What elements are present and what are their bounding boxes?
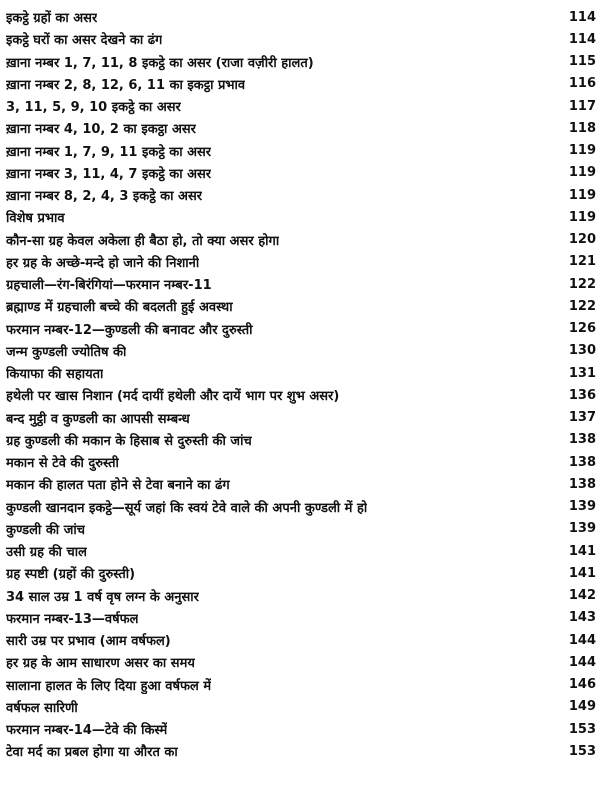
toc-entry-title: हर ग्रह के आम साधारण असर का समय [6,656,195,672]
toc-entry-page-number: 122 [568,298,596,314]
toc-entry [6,585,596,607]
toc-entry [6,740,596,762]
toc-entry-page-number: 114 [568,9,596,25]
toc-entry-page-number: 118 [568,120,596,136]
toc-entry [6,562,596,584]
toc-entry [6,718,596,740]
toc-entry-page-number: 144 [568,654,596,670]
toc-entry-page-number: 136 [568,387,596,403]
toc-entry-page-number: 139 [568,499,596,515]
toc-entry [6,95,596,117]
toc-entry-title: फरमान नम्बर-14—टेवे की किस्में [6,723,168,739]
toc-entry-title: वर्षफल सारिणी [6,700,78,716]
toc-entry [6,273,596,295]
toc-entry-title: मकान की हालत पता होने से टेवा बनाने का ढंग [6,478,230,494]
toc-entry-title: सालाना हालत के लिए दिया हुआ वर्षफल में [6,678,212,694]
toc-entry-page-number: 138 [568,476,596,492]
toc-entry-title: ग्रह कुण्डली की मकान के हिसाब से दुरुस्ती की जांच [6,433,252,449]
toc-entry-page-number: 114 [568,31,596,47]
toc-entry-title: 34 साल उम्र 1 वर्ष वृष लग्न के अनुसार [6,589,199,605]
toc-entry-page-number: 119 [568,187,596,203]
toc-entry [6,362,596,384]
toc-entry-title: मकान से टेवे की दुरुस्ती [6,456,119,472]
toc-entry-page-number: 138 [568,454,596,470]
toc-entry [6,206,596,228]
table-of-contents [6,6,596,763]
toc-entry-page-number: 142 [568,588,596,604]
toc-entry-title: ख़ाना नम्बर 1, 7, 11, 8 इकट्ठे का असर (राजा वज़ीरी हालत) [6,55,314,71]
toc-entry-title: इकट्ठे ग्रहों का असर [6,11,98,27]
toc-entry [6,6,596,28]
toc-entry-title: ख़ाना नम्बर 4, 10, 2 का इकट्ठा असर [6,122,196,138]
toc-entry-page-number: 119 [568,143,596,159]
toc-entry-page-number: 121 [568,254,596,270]
toc-entry [6,295,596,317]
toc-entry [6,117,596,139]
toc-entry [6,540,596,562]
toc-entry-page-number: 153 [568,721,596,737]
toc-entry-page-number: 143 [568,610,596,626]
toc-entry [6,184,596,206]
toc-entry-title: ब्रह्माण्ड में ग्रहचाली बच्चे की बदलती हुई अवस्था [6,300,233,316]
toc-entry-title: हर ग्रह के अच्छे-मन्दे हो जाने की निशानी [6,255,200,271]
toc-entry-title: ग्रहचाली—रंग-बिरंगियां—फरमान नम्बर-11 [6,278,212,294]
toc-entry-title: 3, 11, 5, 9, 10 इकट्ठे का असर [6,100,181,116]
toc-entry [6,496,596,518]
toc-entry [6,340,596,362]
toc-entry [6,51,596,73]
toc-entry-page-number: 120 [568,232,596,248]
toc-entry-page-number: 141 [568,543,596,559]
toc-entry-title: हथेली पर खास निशान (मर्द दायीं हथेली और दायें भाग पर शुभ असर) [6,389,340,405]
toc-entry-page-number: 146 [568,677,596,693]
toc-entry [6,607,596,629]
toc-entry-title: इकट्ठे घरों का असर देखने का ढंग [6,33,163,49]
toc-entry-page-number: 139 [568,521,596,537]
toc-entry-page-number: 153 [568,743,596,759]
toc-entry-page-number: 119 [568,165,596,181]
toc-entry-title: जन्म कुण्डली ज्योतिष की [6,344,127,360]
toc-entry-page-number: 116 [568,76,596,92]
toc-entry [6,229,596,251]
toc-entry-title: फरमान नम्बर-13—वर्षफल [6,611,139,627]
toc-entry-title: फरमान नम्बर-12—कुण्डली की बनावट और दुरुस्ती [6,322,253,338]
toc-entry [6,651,596,673]
toc-entry-page-number: 119 [568,209,596,225]
toc-entry [6,251,596,273]
toc-entry [6,473,596,495]
toc-entry-title: कुण्डली खानदान इकट्ठे—सूर्य जहां कि स्वयं टेवे वाले की अपनी कुण्डली में हो [6,500,368,516]
toc-entry-title: ख़ाना नम्बर 1, 7, 9, 11 इकट्ठे का असर [6,144,212,160]
toc-entry-page-number: 149 [568,699,596,715]
toc-entry-title: ख़ाना नम्बर 3, 11, 4, 7 इकट्ठे का असर [6,166,212,182]
toc-entry [6,140,596,162]
toc-entry-title: टेवा मर्द का प्रबल होगा या औरत का [6,745,178,761]
toc-entry-page-number: 117 [568,98,596,114]
toc-entry-title: कुण्डली की जांच [6,522,85,538]
toc-entry [6,429,596,451]
toc-entry [6,407,596,429]
toc-entry-page-number: 141 [568,565,596,581]
toc-entry-page-number: 130 [568,343,596,359]
toc-entry-title: कियाफा की सहायता [6,367,104,383]
toc-entry [6,518,596,540]
toc-entry-title: विशेष प्रभाव [6,211,65,227]
toc-entry [6,384,596,406]
toc-entry-title: कौन-सा ग्रह केवल अकेला ही बैठा हो, तो क्या असर होगा [6,233,280,249]
toc-entry-title: ख़ाना नम्बर 2, 8, 12, 6, 11 का इकट्ठा प्रभाव [6,77,246,93]
toc-entry-page-number: 138 [568,432,596,448]
toc-entry [6,162,596,184]
toc-entry-page-number: 144 [568,632,596,648]
toc-entry [6,73,596,95]
toc-entry [6,674,596,696]
toc-entry-title: उसी ग्रह की चाल [6,545,87,561]
toc-entry-title: ग्रह स्पष्टी (ग्रहों की दुरुस्ती) [6,567,136,583]
toc-entry [6,629,596,651]
toc-entry-page-number: 126 [568,321,596,337]
toc-entry [6,318,596,340]
toc-entry-title: सारी उम्र पर प्रभाव (आम वर्षफल) [6,634,171,650]
toc-entry [6,696,596,718]
toc-entry-page-number: 122 [568,276,596,292]
toc-entry-page-number: 115 [568,54,596,70]
toc-entry [6,451,596,473]
toc-entry-title: बन्द मुट्ठी व कुण्डली का आपसी सम्बन्ध [6,411,190,427]
toc-entry-page-number: 137 [568,410,596,426]
toc-entry [6,28,596,50]
toc-entry-page-number: 131 [568,365,596,381]
toc-entry-title: ख़ाना नम्बर 8, 2, 4, 3 इकट्ठे का असर [6,189,203,205]
